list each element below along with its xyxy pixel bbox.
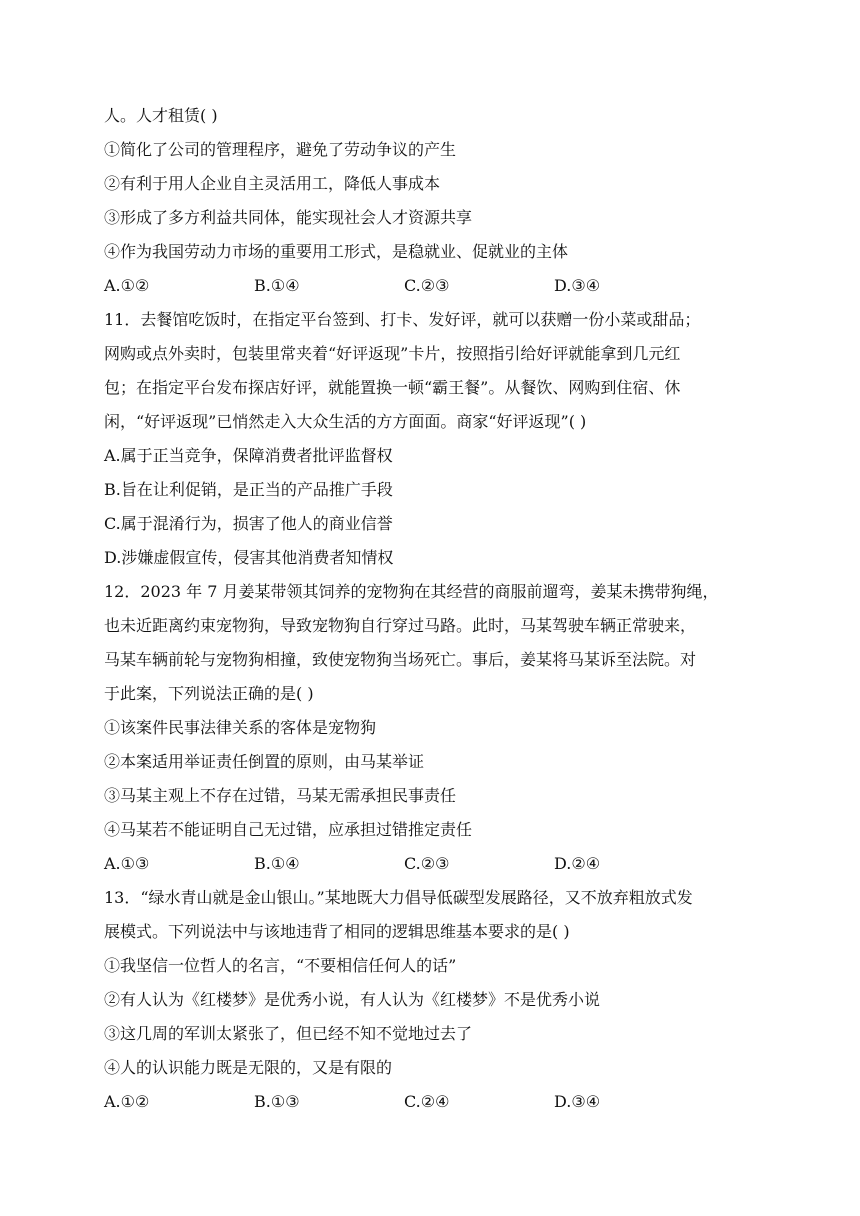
q12-option-c: C.②③: [404, 854, 450, 873]
q10-statement-3: ③形成了多方利益共同体，能实现社会人才资源共享: [104, 208, 473, 227]
q12-option-b: B.①④: [254, 854, 300, 873]
q11-stem-line-1: 11．去餐馆吃饭时，在指定平台签到、打卡、发好评，就可以获赠一份小菜或甜品；: [104, 310, 701, 329]
q10-option-c: C.②③: [404, 276, 450, 295]
q13-options: [104, 1091, 754, 1113]
q10-option-b: B.①④: [254, 276, 300, 295]
q12-options: [104, 853, 754, 875]
q11-choice-d: D.涉嫌虚假宣传，侵害其他消费者知情权: [104, 548, 394, 567]
q13-stem-line-1: 13．“绿水青山就是金山银山。”某地既大力倡导低碳型发展路径，又不放弃粗放式发: [104, 888, 693, 907]
q13-statement-3: ③这几周的军训太紧张了，但已经不知不觉地过去了: [104, 1024, 473, 1043]
q12-stem-line-1: 12．2023 年 7 月姜某带领其饲养的宠物狗在其经营的商服前遛弯，姜某未携带狗绳，: [104, 582, 719, 601]
q12-statement-4: ④马某若不能证明自己无过错，应承担过错推定责任: [104, 820, 473, 839]
q12-stem-line-2: 也未近距离约束宠物狗，导致宠物狗自行穿过马路。此时，马某驾驶车辆正常驶来，: [104, 616, 697, 635]
q12-statement-2: ②本案适用举证责任倒置的原则，由马某举证: [104, 752, 425, 771]
q10-statement-2: ②有利于用人企业自主灵活用工，降低人事成本: [104, 174, 441, 193]
q10-statement-4: ④作为我国劳动力市场的重要用工形式，是稳就业、促就业的主体: [104, 242, 569, 261]
q13-option-b: B.①③: [254, 1092, 300, 1111]
q12-option-d: D.②④: [554, 854, 601, 873]
q12-stem-line-3: 马某车辆前轮与宠物狗相撞，致使宠物狗当场死亡。事后，姜某将马某诉至法院。对: [104, 650, 697, 669]
q13-option-a: A.①②: [104, 1092, 150, 1111]
q11-stem-line-4: 闲，“好评返现”已悄然走入大众生活的方方面面。商家“好评返现”( ): [104, 412, 587, 431]
q12-statement-1: ①该案件民事法律关系的客体是宠物狗: [104, 718, 377, 737]
q12-statement-3: ③马某主观上不存在过错，马某无需承担民事责任: [104, 786, 457, 805]
q10-option-d: D.③④: [554, 276, 601, 295]
q13-statement-2: ②有人认为《红楼梦》是优秀小说，有人认为《红楼梦》不是优秀小说: [104, 990, 601, 1009]
q10-options: [104, 275, 754, 297]
q11-choice-c: C.属于混淆行为，损害了他人的商业信誉: [104, 514, 393, 533]
q12-option-a: A.①③: [104, 854, 150, 873]
q11-stem-line-2: 网购或点外卖时，包装里常夹着“好评返现”卡片，按照指引给好评就能拿到几元红: [104, 344, 681, 363]
q13-stem-line-2: 展模式。下列说法中与该地违背了相同的逻辑思维基本要求的是( ): [104, 922, 570, 941]
q11-choice-a: A.属于正当竞争，保障消费者批评监督权: [104, 446, 393, 465]
q13-option-c: C.②④: [404, 1092, 450, 1111]
q10-option-a: A.①②: [104, 276, 150, 295]
q10-statement-1: ①简化了公司的管理程序，避免了劳动争议的产生: [104, 140, 457, 159]
q13-option-d: D.③④: [554, 1092, 601, 1111]
q13-statement-1: ①我坚信一位哲人的名言，“不要相信任何人的话”: [104, 956, 457, 975]
q11-stem-line-3: 包；在指定平台发布探店好评，就能置换一顿“霸王餐”。从餐饮、网购到住宿、休: [104, 378, 681, 397]
q10-stem-tail: 人。人才租赁( ): [104, 106, 218, 125]
q13-statement-4: ④人的认识能力既是无限的，又是有限的: [104, 1058, 393, 1077]
q12-stem-line-4: 于此案，下列说法正确的是( ): [104, 684, 314, 703]
q11-choice-b: B.旨在让利促销，是正当的产品推广手段: [104, 480, 393, 499]
